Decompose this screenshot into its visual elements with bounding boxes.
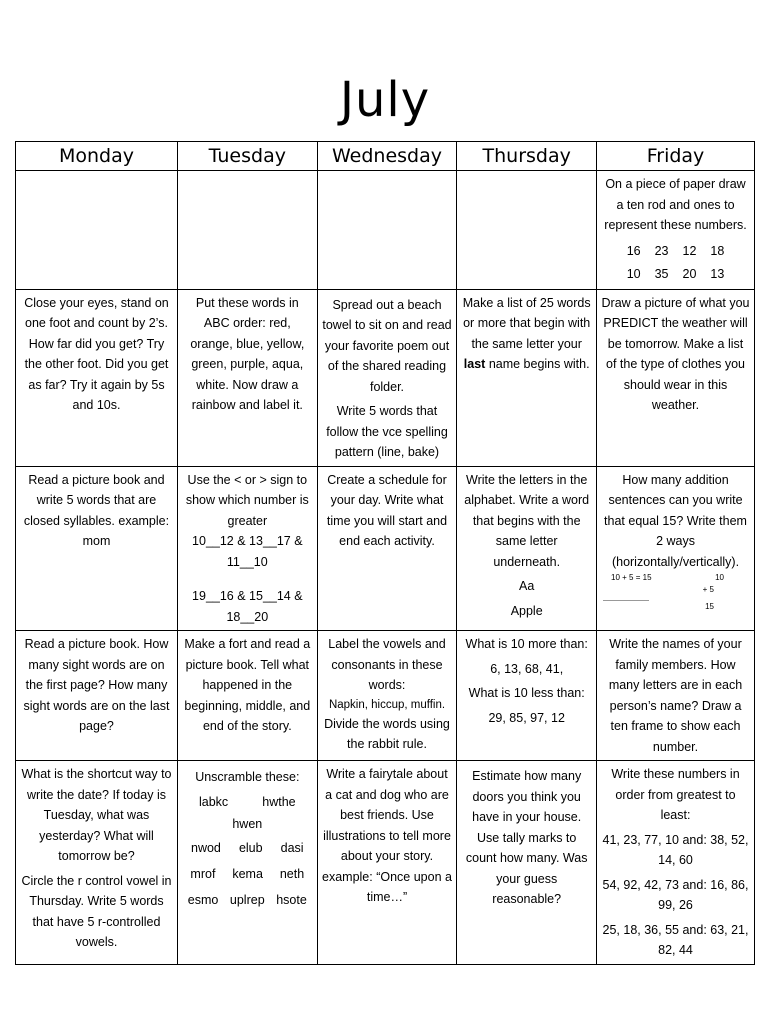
activity-text: Make a fort and read a picture book. Tell what happened in the beginning, middle, and end of the story. (184, 637, 311, 733)
number: 16 (626, 243, 641, 258)
text-part: Make a list of 25 words or more that begin with the same letter your (462, 295, 591, 351)
comparison-problems: 19__16 & 15__14 & 18__20 (192, 589, 303, 624)
calendar-table (15, 141, 755, 965)
scrambled-word: kema (232, 867, 263, 881)
cell-w4-tue (177, 631, 317, 761)
week-row-1 (16, 171, 755, 290)
number: 12 (682, 243, 697, 258)
number: 20 (682, 266, 697, 281)
equation-vertical-sum: 15 (705, 602, 714, 611)
cell-w1-thu (457, 171, 597, 290)
day-header-thursday: Thursday (457, 142, 597, 171)
number: 35 (654, 266, 669, 281)
word-list: Napkin, hiccup, muffin. (328, 698, 446, 711)
scrambled-word: hsote (276, 893, 307, 907)
number: 10 (626, 266, 641, 281)
activity-text: Unscramble these: (195, 770, 300, 784)
week-row-4 (16, 631, 755, 761)
activity-text: Write 5 words that follow the vce spelling pattern (line, bake) (326, 404, 448, 459)
scrambled-word: nwod (191, 841, 221, 855)
scrambled-word: uplrep (229, 893, 265, 907)
number-list: 25, 18, 36, 55 and: 63, 21, 82, 44 (602, 922, 749, 957)
cell-w4-mon (16, 631, 178, 761)
cell-w3-fri (597, 466, 755, 631)
cell-w4-fri (597, 631, 755, 761)
activity-text: Create a schedule for your day. Write what time you will start and end each activity. (326, 472, 448, 548)
example-word: Apple (510, 603, 543, 618)
number-list (601, 240, 750, 263)
cell-w1-mon (16, 171, 178, 290)
activity-text: Divide the words using the rabbit rule. (324, 716, 450, 751)
scramble-row (182, 836, 313, 860)
equation-vertical-top: 10 (715, 573, 724, 582)
number: 13 (710, 266, 725, 281)
scramble-row (182, 790, 313, 814)
example-letters: Aa (519, 579, 535, 593)
cell-w1-wed (317, 171, 457, 290)
day-header-monday: Monday (16, 142, 178, 171)
equation-horizontal: 10 + 5 = 15 (611, 573, 652, 582)
activity-text: Use the < or > sign to show which number is greater (185, 472, 309, 528)
header-row (16, 142, 755, 171)
week-row-3 (16, 466, 755, 631)
cell-w5-wed (317, 761, 457, 965)
scrambled-word: mrof (190, 867, 216, 881)
day-header-tuesday: Tuesday (177, 142, 317, 171)
activity-text: Read a picture book. How many sight words are on the first page? How many sight words are on the last page? (23, 637, 170, 733)
cell-w4-thu (457, 631, 597, 761)
cell-w3-mon (16, 466, 178, 631)
activity-text: What is 10 more than: (465, 637, 588, 651)
cell-w2-tue (177, 289, 317, 466)
cell-w3-tue (177, 466, 317, 631)
scrambled-word: esmo (187, 893, 219, 907)
activity-text (461, 293, 592, 375)
cell-w2-thu (457, 289, 597, 466)
activity-text: Write the names of your family members. How many letters are in each person’s name? Draw a ten frame to show each number. (608, 637, 743, 754)
cell-w1-fri (597, 171, 755, 290)
activity-text: Circle the r control vowel in Thursday. Write 5 words that have 5 r-controlled vowels. (21, 873, 172, 949)
cell-w2-wed (317, 289, 457, 466)
activity-text: Write a fairytale about a cat and dog who are best friends. Use illustrations to tell more about your story. example: “Once upon a time…” (322, 767, 452, 904)
number-list: 29, 85, 97, 12 (488, 710, 565, 725)
page-title: July (339, 72, 431, 128)
cell-w2-mon (16, 289, 178, 466)
number-list: 54, 92, 42, 73 and: 16, 86, 99, 26 (602, 877, 749, 912)
comparison-problems: 10__12 & 13__17 & 11__10 (192, 534, 303, 569)
scrambled-word: hwen (232, 816, 263, 831)
scramble-row (182, 862, 313, 886)
day-header-friday: Friday (597, 142, 755, 171)
number-list: 6, 13, 68, 41, (490, 661, 564, 676)
number: 23 (654, 243, 669, 258)
activity-text: Read a picture book and write 5 words that are closed syllables. example: mom (23, 472, 170, 548)
text-part: name begins with. (488, 357, 590, 371)
scramble-row (182, 888, 313, 912)
activity-text: What is 10 less than: (468, 686, 585, 700)
scrambled-word: hwthe (262, 794, 296, 809)
activity-text: Write these numbers in order from greatest to least: (611, 767, 740, 822)
activity-text: How many addition sentences can you write that equal 15? Write them 2 ways (horizontally/vertically). (604, 472, 747, 569)
cell-w5-fri (597, 761, 755, 965)
cell-w3-thu (457, 466, 597, 631)
activity-text: Estimate how many doors you think you have in your house. Use tally marks to count how many. Was your guess reasonable? (465, 769, 588, 906)
activity-text: Close your eyes, stand on one foot and count by 2’s. How far did you get? Try the other foot. Did you get as far? Try it again by 5s and 10s. (24, 295, 169, 412)
number-list (601, 263, 750, 286)
day-header-wednesday: Wednesday (317, 142, 457, 171)
cell-w4-wed (317, 631, 457, 761)
cell-w5-tue (177, 761, 317, 965)
number-list: 41, 23, 77, 10 and: 38, 52, 14, 60 (602, 832, 749, 867)
bold-word: last (463, 357, 486, 371)
activity-text: Put these words in ABC order: red, orange, blue, yellow, green, purple, aqua, white. Now draw a rainbow and label it. (190, 295, 305, 412)
cell-w3-wed (317, 466, 457, 631)
number: 18 (710, 243, 725, 258)
scrambled-word: labkc (199, 794, 229, 809)
scrambled-word: dasi (280, 841, 304, 855)
activity-text: On a piece of paper draw a ten rod and ones to represent these numbers. (604, 177, 747, 232)
week-row-2 (16, 289, 755, 466)
equation-vertical-addend: + 5 (702, 585, 714, 594)
activity-text: What is the shortcut way to write the date? If today is Tuesday, what was yesterday? What will tomorrow be? (21, 767, 172, 863)
cell-w5-mon (16, 761, 178, 965)
equation-example (601, 572, 750, 584)
week-row-5 (16, 761, 755, 965)
cell-w2-fri (597, 289, 755, 466)
activity-text: Write the letters in the alphabet. Write a word that begins with the same letter underneath. (464, 472, 590, 569)
activity-text: Spread out a beach towel to sit on and read your favorite poem out of the shared reading folder. (322, 297, 452, 394)
cell-w5-thu (457, 761, 597, 965)
scrambled-word: neth (279, 867, 305, 881)
scrambled-word: elub (238, 841, 263, 855)
activity-text: Draw a picture of what you PREDICT the weather will be tomorrow. Make a list of the type of clothes you should wear in this weather. (601, 295, 750, 412)
cell-w1-tue (177, 171, 317, 290)
activity-text: Label the vowels and consonants in these words: (328, 637, 446, 692)
